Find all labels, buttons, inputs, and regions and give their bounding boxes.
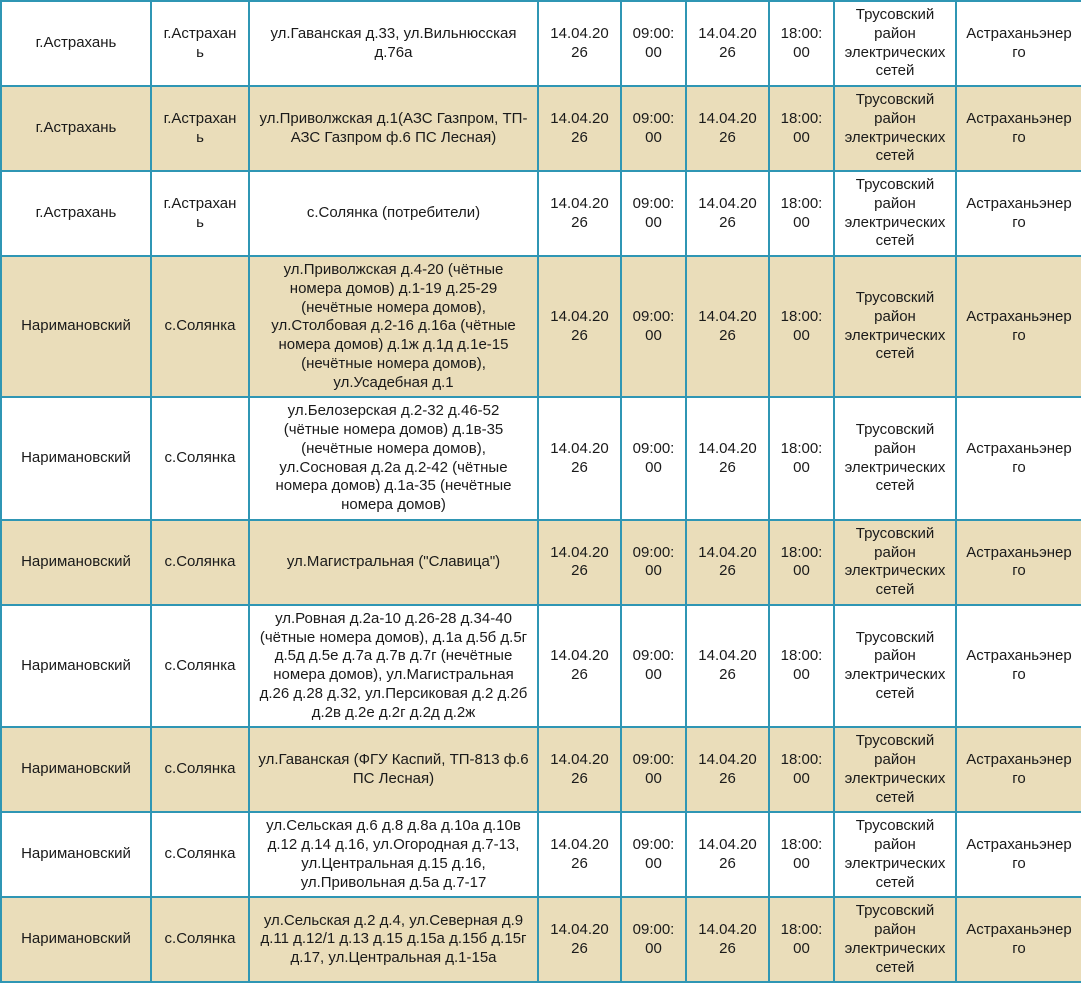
cell-end-date: 14.04.2026 xyxy=(686,86,769,171)
cell-district: Наримановский xyxy=(1,397,151,520)
cell-network-org: Трусовский район электрических сетей xyxy=(834,605,956,728)
table-row xyxy=(1,605,1081,728)
cell-locality: с.Солянка xyxy=(151,727,249,812)
cell-start-time: 09:00:00 xyxy=(621,397,686,520)
table-row xyxy=(1,727,1081,812)
cell-company: Астраханьэнерго xyxy=(956,256,1081,397)
cell-district: г.Астрахань xyxy=(1,1,151,86)
cell-addresses: ул.Сельская д.6 д.8 д.8а д.10а д.10в д.12 д.14 д.16, ул.Огородная д.7-13, ул.Центральная д.15 д.16, ул.Привольная д.5а д.7-17 xyxy=(249,812,538,897)
cell-addresses: ул.Сельская д.2 д.4, ул.Северная д.9 д.11 д.12/1 д.13 д.15 д.15а д.15б д.15г д.17, ул.Центральная д.1-15а xyxy=(249,897,538,982)
cell-end-time: 18:00:00 xyxy=(769,897,834,982)
cell-addresses: ул.Ровная д.2а-10 д.26-28 д.34-40 (чётные номера домов), д.1а д.5б д.5г д.5д д.5е д.7а д.7в д.7г (нечётные номера домов), ул.Магистральная д.26 д.28 д.32, ул.Персиковая д.2 д.2б д.2в д.2е д.2г д.2д д.2ж xyxy=(249,605,538,728)
cell-district: Наримановский xyxy=(1,812,151,897)
cell-start-date: 14.04.2026 xyxy=(538,812,621,897)
outage-table-body xyxy=(1,1,1081,982)
cell-end-time: 18:00:00 xyxy=(769,812,834,897)
cell-end-date: 14.04.2026 xyxy=(686,397,769,520)
cell-company: Астраханьэнерго xyxy=(956,171,1081,256)
cell-network-org: Трусовский район электрических сетей xyxy=(834,812,956,897)
cell-district: Наримановский xyxy=(1,520,151,605)
cell-start-time: 09:00:00 xyxy=(621,520,686,605)
cell-company: Астраханьэнерго xyxy=(956,727,1081,812)
table-row xyxy=(1,812,1081,897)
cell-start-time: 09:00:00 xyxy=(621,605,686,728)
cell-addresses: ул.Гаванская (ФГУ Каспий, ТП-813 ф.6 ПС Лесная) xyxy=(249,727,538,812)
cell-locality: с.Солянка xyxy=(151,605,249,728)
cell-locality: г.Астрахань xyxy=(151,86,249,171)
cell-district: Наримановский xyxy=(1,256,151,397)
table-row xyxy=(1,897,1081,982)
cell-district: Наримановский xyxy=(1,605,151,728)
table-row xyxy=(1,397,1081,520)
cell-end-date: 14.04.2026 xyxy=(686,897,769,982)
cell-company: Астраханьэнерго xyxy=(956,1,1081,86)
cell-locality: с.Солянка xyxy=(151,520,249,605)
cell-locality: с.Солянка xyxy=(151,256,249,397)
table-row xyxy=(1,86,1081,171)
cell-start-time: 09:00:00 xyxy=(621,812,686,897)
cell-locality: г.Астрахань xyxy=(151,171,249,256)
cell-company: Астраханьэнерго xyxy=(956,86,1081,171)
cell-start-date: 14.04.2026 xyxy=(538,727,621,812)
cell-network-org: Трусовский район электрических сетей xyxy=(834,397,956,520)
cell-company: Астраханьэнерго xyxy=(956,520,1081,605)
cell-end-time: 18:00:00 xyxy=(769,605,834,728)
cell-end-time: 18:00:00 xyxy=(769,1,834,86)
cell-addresses: с.Солянка (потребители) xyxy=(249,171,538,256)
cell-end-date: 14.04.2026 xyxy=(686,605,769,728)
cell-end-date: 14.04.2026 xyxy=(686,727,769,812)
cell-network-org: Трусовский район электрических сетей xyxy=(834,256,956,397)
cell-end-time: 18:00:00 xyxy=(769,727,834,812)
cell-end-date: 14.04.2026 xyxy=(686,171,769,256)
cell-network-org: Трусовский район электрических сетей xyxy=(834,171,956,256)
cell-end-time: 18:00:00 xyxy=(769,397,834,520)
cell-locality: г.Астрахань xyxy=(151,1,249,86)
cell-start-date: 14.04.2026 xyxy=(538,86,621,171)
cell-addresses: ул.Приволжская д.1(АЗС Газпром, ТП-АЗС Газпром ф.6 ПС Лесная) xyxy=(249,86,538,171)
cell-start-time: 09:00:00 xyxy=(621,256,686,397)
cell-company: Астраханьэнерго xyxy=(956,397,1081,520)
cell-addresses: ул.Магистральная ("Славица") xyxy=(249,520,538,605)
cell-start-date: 14.04.2026 xyxy=(538,397,621,520)
cell-district: г.Астрахань xyxy=(1,86,151,171)
cell-locality: с.Солянка xyxy=(151,812,249,897)
cell-company: Астраханьэнерго xyxy=(956,812,1081,897)
cell-network-org: Трусовский район электрических сетей xyxy=(834,520,956,605)
cell-end-date: 14.04.2026 xyxy=(686,520,769,605)
cell-locality: с.Солянка xyxy=(151,397,249,520)
cell-start-time: 09:00:00 xyxy=(621,1,686,86)
cell-addresses: ул.Приволжская д.4-20 (чётные номера домов) д.1-19 д.25-29 (нечётные номера домов), ул.Столбовая д.2-16 д.16а (чётные номера домов) д.1ж д.1д д.1е-15 (нечётные номера домов), ул.Усадебная д.1 xyxy=(249,256,538,397)
cell-start-date: 14.04.2026 xyxy=(538,897,621,982)
cell-company: Астраханьэнерго xyxy=(956,897,1081,982)
cell-end-date: 14.04.2026 xyxy=(686,1,769,86)
cell-district: Наримановский xyxy=(1,727,151,812)
cell-end-date: 14.04.2026 xyxy=(686,256,769,397)
table-row xyxy=(1,256,1081,397)
cell-addresses: ул.Белозерская д.2-32 д.46-52 (чётные номера домов) д.1в-35 (нечётные номера домов), ул.Сосновая д.2а д.2-42 (чётные номера домов) д.1а-35 (нечётные номера домов) xyxy=(249,397,538,520)
cell-network-org: Трусовский район электрических сетей xyxy=(834,727,956,812)
cell-district: Наримановский xyxy=(1,897,151,982)
cell-end-time: 18:00:00 xyxy=(769,520,834,605)
cell-start-date: 14.04.2026 xyxy=(538,256,621,397)
cell-start-date: 14.04.2026 xyxy=(538,1,621,86)
cell-district: г.Астрахань xyxy=(1,171,151,256)
table-row xyxy=(1,171,1081,256)
cell-company: Астраханьэнерго xyxy=(956,605,1081,728)
cell-start-date: 14.04.2026 xyxy=(538,520,621,605)
cell-end-time: 18:00:00 xyxy=(769,171,834,256)
cell-end-date: 14.04.2026 xyxy=(686,812,769,897)
cell-network-org: Трусовский район электрических сетей xyxy=(834,1,956,86)
cell-network-org: Трусовский район электрических сетей xyxy=(834,897,956,982)
table-row xyxy=(1,520,1081,605)
cell-start-time: 09:00:00 xyxy=(621,171,686,256)
cell-network-org: Трусовский район электрических сетей xyxy=(834,86,956,171)
cell-start-date: 14.04.2026 xyxy=(538,171,621,256)
cell-start-date: 14.04.2026 xyxy=(538,605,621,728)
cell-start-time: 09:00:00 xyxy=(621,727,686,812)
cell-start-time: 09:00:00 xyxy=(621,897,686,982)
table-row xyxy=(1,1,1081,86)
cell-start-time: 09:00:00 xyxy=(621,86,686,171)
cell-addresses: ул.Гаванская д.33, ул.Вильнюсская д.76а xyxy=(249,1,538,86)
cell-locality: с.Солянка xyxy=(151,897,249,982)
cell-end-time: 18:00:00 xyxy=(769,256,834,397)
cell-end-time: 18:00:00 xyxy=(769,86,834,171)
